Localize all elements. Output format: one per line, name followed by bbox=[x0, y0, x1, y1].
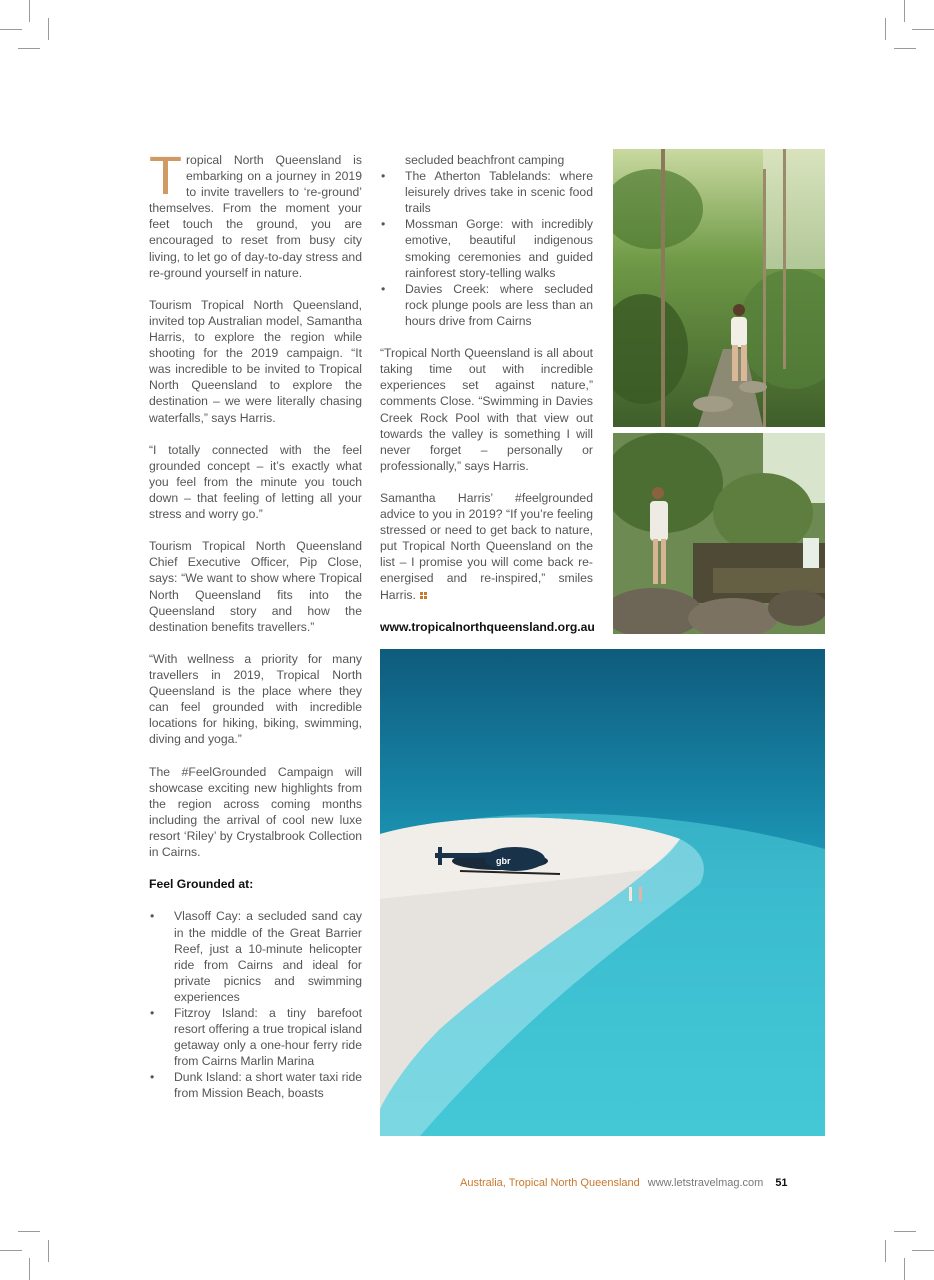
helicopter-logo: gbr bbox=[496, 856, 511, 866]
crop-mark bbox=[885, 1240, 886, 1262]
crop-mark bbox=[0, 29, 22, 30]
footer-website[interactable]: www.letstravelmag.com bbox=[647, 1177, 764, 1189]
paragraph-campaign: The #FeelGrounded Campaign will showcase exciting new highlights from the region across coming months including the arrival of cool new luxe resort ‘Riley’ by Crystalbrook Collection in Cairns. bbox=[149, 764, 362, 860]
crop-mark bbox=[18, 48, 40, 49]
photo-vlasoff-cay-aerial bbox=[380, 649, 825, 1136]
list-item-continuation: secluded beachfront camping bbox=[405, 153, 565, 167]
bullet-list-2 bbox=[380, 168, 593, 329]
footer-location: Australia, Tropical North Queensland bbox=[460, 1177, 640, 1189]
crop-mark bbox=[48, 1240, 49, 1262]
list-item: • Mossman Gorge: with incredibly emotive, beautiful indigenous smoking ceremonies and guided rainforest story-telling walks bbox=[381, 217, 593, 280]
intro-paragraph: Tropical North Queensland is embarking on a journey in 2019 to invite travellers to ‘re-ground’ themselves. From the moment your feet touch the ground, you are encouraged to reset from busy city living, to let go of day-to-day stress and re-ground yourself in nature. bbox=[149, 146, 362, 280]
crop-mark bbox=[29, 1258, 30, 1280]
crop-mark bbox=[29, 0, 30, 22]
list-item: • The Atherton Tablelands: where leisurely drives take in scenic food trails bbox=[381, 169, 593, 216]
list-item: • Fitzroy Island: a tiny barefoot resort offering a true tropical island getaway only a one-hour ferry ride from Cairns Marlin Marina bbox=[150, 1005, 362, 1069]
paragraph-close-quote: “Tropical North Queensland is all about taking time out with incredible experiences set against nature,” comments Close. “Swimming in Davies Creek Rock Pool with that view out towards the valley is something I will never forget – personally or professionally,” says Harris. bbox=[380, 346, 593, 473]
paragraph-invite: Tourism Tropical North Queensland, invited top Australian model, Samantha Harris, to explore the region while shooting for the 2019 campaign. “It was incredible to be invited to Tropical North Queensland to explore the destination – we were literally chasing waterfalls,” says Harris. bbox=[149, 297, 362, 425]
crop-mark bbox=[894, 1231, 916, 1232]
crop-mark bbox=[904, 1258, 905, 1280]
list-heading: Feel Grounded at: bbox=[149, 877, 254, 892]
paragraph-advice: Samantha Harris’ #feelgrounded advice to you in 2019? “If you’re feeling stressed or need to get back to nature, put Tropical North Queensland on the list – I promise you will come back re-energised and re-inspired,” smiles Harris. bbox=[380, 490, 593, 602]
website-link[interactable]: www.tropicalnorthqueensland.org.au bbox=[380, 619, 595, 634]
end-mark-icon bbox=[420, 592, 427, 599]
text-column-2 bbox=[380, 152, 593, 651]
crop-mark bbox=[885, 18, 886, 40]
rainforest-walk-image bbox=[613, 149, 825, 427]
aerial-sandcay-image bbox=[380, 649, 825, 1136]
crop-mark bbox=[912, 1250, 934, 1251]
paragraph-quote-grounded: “I totally connected with the feel grounded concept – it’s exactly what you feel from the minute you touch down – that feeling of letting all your stress and worry go.” bbox=[149, 442, 362, 522]
page-number: 51 bbox=[775, 1177, 788, 1189]
crop-mark bbox=[0, 1250, 22, 1251]
crop-mark bbox=[48, 18, 49, 40]
paragraph-ceo: Tourism Tropical North Queensland Chief Executive Officer, Pip Close, says: “We want to show where Tropical North Queensland fits into the Queensland story and how the destination benefits travellers.” bbox=[149, 539, 362, 634]
text-column-1 bbox=[149, 146, 362, 1102]
photo-rainforest-walk bbox=[613, 149, 825, 427]
creek-image bbox=[613, 433, 825, 634]
page-footer bbox=[460, 1177, 820, 1189]
crop-mark bbox=[912, 29, 934, 30]
photo-davies-creek bbox=[613, 433, 825, 634]
crop-mark bbox=[904, 0, 905, 22]
bullet-list-1 bbox=[149, 908, 362, 1101]
list-item: • Dunk Island: a short water taxi ride from Mission Beach, boasts bbox=[150, 1070, 362, 1101]
drop-cap: T bbox=[149, 146, 182, 206]
paragraph-wellness: “With wellness a priority for many travellers in 2019, Tropical North Queensland is the place where they can feel grounded with incredible locations for hiking, biking, swimming, diving and yoga.” bbox=[149, 651, 362, 747]
crop-mark bbox=[18, 1231, 40, 1232]
crop-mark bbox=[894, 48, 916, 49]
list-item: • Vlasoff Cay: a secluded sand cay in the middle of the Great Barrier Reef, just a 10-minute helicopter ride from Cairns and ideal for private picnics and swimming experiences bbox=[150, 909, 362, 1004]
list-item: • Davies Creek: where secluded rock plunge pools are less than an hours drive from Cairns bbox=[381, 281, 593, 328]
